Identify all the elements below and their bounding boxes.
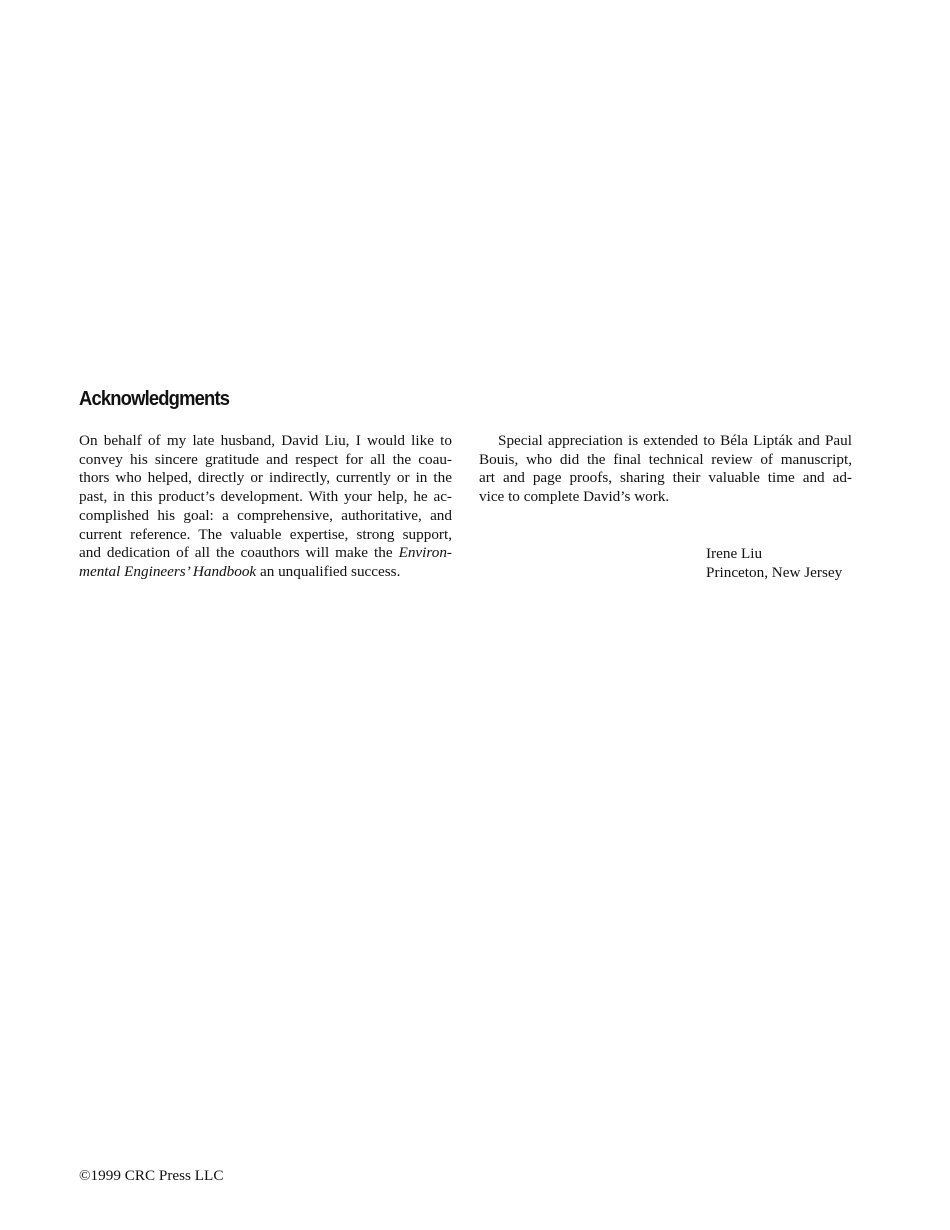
- text-line: On behalf of my late husband, David Liu, I would like to: [79, 432, 452, 449]
- text-line-with-title: [79, 544, 452, 563]
- text-line: thors who helped, directly or indirectly, currently or in the: [79, 469, 452, 487]
- text-line: convey his sincere gratitude and respect for all the coau-: [79, 450, 452, 468]
- text-line: complished his goal: a comprehensive, authoritative, and: [79, 506, 452, 524]
- text-line-with-title: [79, 563, 452, 582]
- text-line: current reference. The valuable expertise, strong support,: [79, 525, 452, 543]
- text-fragment: and dedication of all the coauthors will make the: [79, 544, 399, 562]
- signature-block: [706, 545, 842, 582]
- copyright-footer: ©1999 CRC Press LLC: [79, 1167, 224, 1184]
- signature-name: Irene Liu: [706, 545, 763, 562]
- page-title: Acknowledgments: [79, 388, 230, 410]
- text-line: Bouis, who did the final technical review of manuscript,: [479, 450, 852, 468]
- signature-location: Princeton, New Jersey: [706, 563, 843, 581]
- text-line: vice to complete David’s work.: [479, 488, 670, 506]
- text-fragment: an unqualified success.: [256, 562, 401, 580]
- acknowledgment-paragraph-right: [479, 432, 852, 507]
- text-line: past, in this product’s development. With your help, he ac-: [79, 488, 452, 506]
- text-line: Special appreciation is extended to Béla Lipták and Paul: [498, 432, 852, 449]
- acknowledgment-paragraph-left: [79, 432, 452, 582]
- book-title-part-2: mental Engineers’ Handbook: [79, 562, 257, 580]
- book-title-part-1: Environ-: [398, 544, 452, 562]
- text-line: art and page proofs, sharing their valuable time and ad-: [479, 469, 852, 487]
